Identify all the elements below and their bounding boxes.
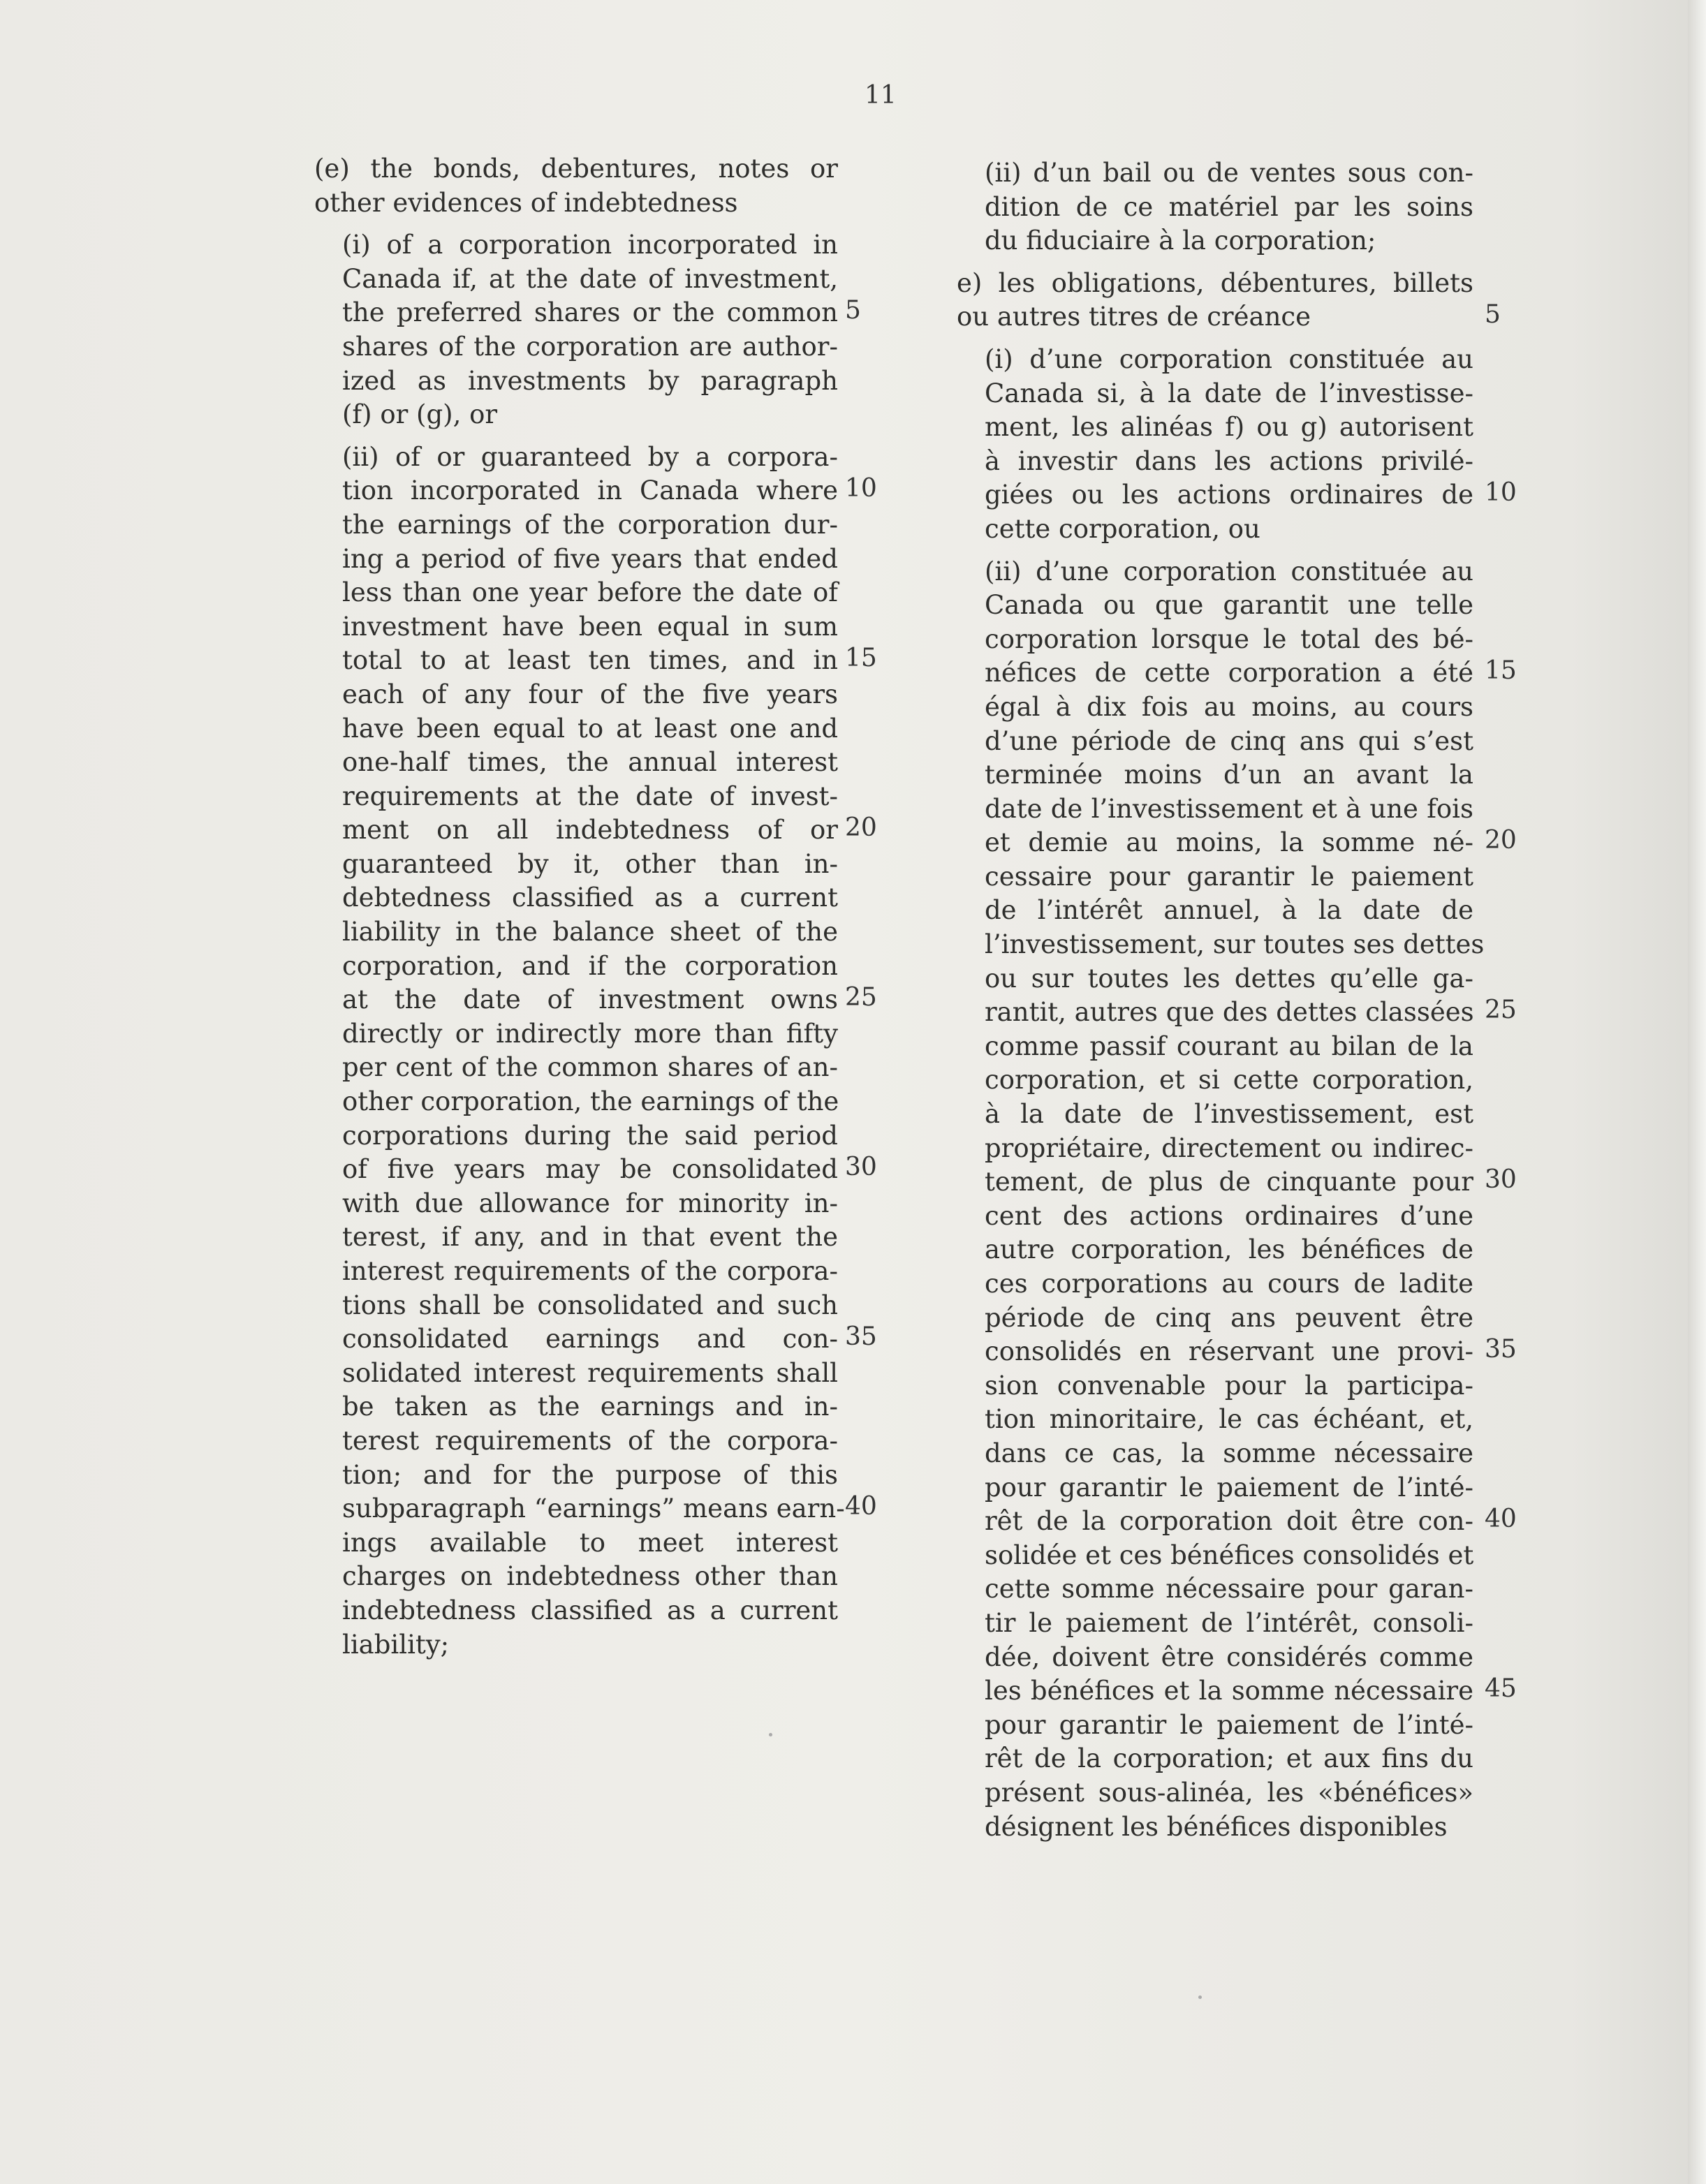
french-line-number: 10 bbox=[1485, 478, 1517, 507]
english-text-line: one-half times, the annual interest bbox=[342, 747, 838, 778]
english-text-line: ment on all indebtedness of or bbox=[342, 815, 838, 846]
french-text-line: à investir dans les actions privilé- bbox=[985, 445, 1473, 476]
french-text-line: à la date de l’investissement, est bbox=[985, 1099, 1473, 1130]
french-text-line: les bénéfices et la somme nécessaire bbox=[985, 1676, 1473, 1706]
french-text-line: dition de ce matériel par les soins bbox=[985, 191, 1473, 222]
french-paragraph bbox=[957, 555, 1485, 1845]
french-text-line: du fiduciaire à la corporation; bbox=[985, 226, 1376, 256]
english-text-line: ings available to meet interest bbox=[342, 1527, 838, 1558]
french-text-line: ou sur toutes les dettes qu’elle ga- bbox=[985, 963, 1473, 994]
french-text-line: et demie au moins, la somme né- bbox=[985, 827, 1473, 858]
english-line-number: 15 bbox=[845, 644, 877, 672]
english-paragraph bbox=[314, 441, 845, 1662]
english-text-line: consolidated earnings and con- bbox=[342, 1324, 838, 1355]
english-text-line: tion; and for the purpose of this bbox=[342, 1459, 838, 1490]
paper-speck bbox=[1198, 1995, 1202, 1999]
french-text-line: pour garantir le paiement de l’inté- bbox=[985, 1472, 1473, 1503]
english-text-line: guaranteed by it, other than in- bbox=[342, 848, 838, 879]
english-text-line: investment have been equal in sum bbox=[342, 611, 838, 642]
english-text-line: requirements at the date of invest- bbox=[342, 781, 838, 811]
french-text-line: ment, les alinéas f) ou g) autorisent bbox=[985, 412, 1473, 443]
french-text-line: date de l’investissement et à une fois bbox=[985, 793, 1473, 824]
french-text-line: désignent les bénéfices disponibles bbox=[985, 1811, 1448, 1842]
english-text-line: (i) of a corporation incorporated in bbox=[342, 230, 838, 260]
french-text-line: cette somme nécessaire pour garan- bbox=[985, 1574, 1473, 1604]
english-line-number: 35 bbox=[845, 1322, 877, 1351]
french-line-number: 35 bbox=[1485, 1335, 1517, 1364]
english-text-line: terest requirements of the corpora- bbox=[342, 1425, 838, 1456]
french-line-number: 5 bbox=[1485, 300, 1501, 329]
french-text-line: tion minoritaire, le cas échéant, et, bbox=[985, 1404, 1473, 1435]
english-text-line: subparagraph “earnings” means earn- bbox=[342, 1493, 845, 1524]
french-column bbox=[957, 156, 1485, 1844]
french-text-line: de l’intérêt annuel, à la date de bbox=[985, 895, 1473, 926]
french-text-line: e) les obligations, débentures, billets bbox=[957, 267, 1473, 298]
english-text-line: be taken as the earnings and in- bbox=[342, 1392, 838, 1422]
french-text-line: ou autres titres de créance bbox=[957, 302, 1311, 332]
english-text-line: liability; bbox=[342, 1629, 450, 1660]
english-text-line: ing a period of five years that ended bbox=[342, 543, 838, 574]
french-text-line: d’une période de cinq ans qui s’est bbox=[985, 725, 1473, 756]
english-text-line: debtedness classified as a current bbox=[342, 883, 838, 913]
french-text-line: égal à dix fois au moins, au cours bbox=[985, 691, 1473, 722]
french-text-line: giées ou les actions ordinaires de bbox=[985, 480, 1473, 510]
french-line-number: 45 bbox=[1485, 1674, 1517, 1703]
english-paragraph bbox=[314, 228, 838, 432]
english-text-line: indebtedness classified as a current bbox=[342, 1595, 838, 1625]
english-text-line: (ii) of or guaranteed by a corpora- bbox=[342, 441, 838, 472]
english-text-line: the earnings of the corporation dur- bbox=[342, 509, 838, 540]
french-text-line: terminée moins d’un an avant la bbox=[985, 760, 1473, 790]
english-text-line: with due allowance for minority in- bbox=[342, 1188, 838, 1218]
english-text-line: interest requirements of the corpora- bbox=[342, 1256, 838, 1286]
french-text-line: autre corporation, les bénéfices de bbox=[985, 1234, 1473, 1265]
english-text-line: the preferred shares or the common bbox=[342, 297, 838, 328]
french-text-line: solidée et ces bénéfices consolidés et bbox=[985, 1540, 1474, 1570]
english-line-number: 20 bbox=[845, 813, 877, 842]
english-text-line: (e) the bonds, debentures, notes or bbox=[314, 154, 838, 184]
french-text-line: Canada si, à la date de l’investisse- bbox=[985, 378, 1473, 408]
page-number: 11 bbox=[865, 81, 897, 110]
english-text-line: shares of the corporation are author- bbox=[342, 331, 838, 362]
english-text-line: per cent of the common shares of an- bbox=[342, 1052, 838, 1083]
french-text-line: propriétaire, directement ou indirec- bbox=[985, 1132, 1473, 1163]
french-text-line: pour garantir le paiement de l’inté- bbox=[985, 1709, 1473, 1740]
paper-speck bbox=[769, 1733, 772, 1736]
english-paragraph bbox=[314, 152, 838, 220]
french-text-line: sion convenable pour la participa- bbox=[985, 1370, 1473, 1401]
english-text-line: less than one year before the date of bbox=[342, 577, 838, 608]
french-text-line: dée, doivent être considérés comme bbox=[985, 1641, 1473, 1672]
french-paragraph bbox=[957, 156, 1473, 258]
english-text-line: solidated interest requirements shall bbox=[342, 1357, 838, 1388]
english-text-line: ized as investments by paragraph bbox=[342, 365, 838, 396]
english-line-number: 10 bbox=[845, 474, 877, 503]
french-text-line: Canada ou que garantit une telle bbox=[985, 590, 1473, 621]
french-line-number: 15 bbox=[1485, 656, 1517, 685]
english-text-line: tions shall be consolidated and such bbox=[342, 1290, 838, 1320]
french-text-line: présent sous-alinéa, les «bénéfices» bbox=[985, 1777, 1473, 1808]
french-text-line: période de cinq ans peuvent être bbox=[985, 1302, 1473, 1333]
english-line-number: 5 bbox=[845, 296, 861, 325]
french-text-line: l’investissement, sur toutes ses dettes bbox=[985, 929, 1485, 960]
english-text-line: corporations during the said period bbox=[342, 1120, 838, 1151]
french-line-number: 30 bbox=[1485, 1165, 1517, 1194]
french-text-line: rêt de la corporation; et aux fins du bbox=[985, 1743, 1473, 1774]
english-text-line: have been equal to at least one and bbox=[342, 713, 838, 744]
english-text-line: at the date of investment owns bbox=[342, 984, 838, 1015]
french-text-line: cent des actions ordinaires d’une bbox=[985, 1200, 1473, 1231]
english-text-line: each of any four of the five years bbox=[342, 679, 838, 709]
french-text-line: cessaire pour garantir le paiement bbox=[985, 861, 1473, 892]
english-text-line: total to at least ten times, and in bbox=[342, 645, 838, 676]
english-text-line: corporation, and if the corporation bbox=[342, 950, 838, 981]
english-text-line: liability in the balance sheet of the bbox=[342, 917, 838, 947]
french-line-number: 25 bbox=[1485, 996, 1517, 1024]
french-text-line: corporation lorsque le total des bé- bbox=[985, 624, 1473, 654]
french-text-line: tir le paiement de l’intérêt, consoli- bbox=[985, 1607, 1473, 1638]
french-text-line: ces corporations au cours de ladite bbox=[985, 1269, 1473, 1299]
english-line-number: 30 bbox=[845, 1153, 877, 1181]
english-text-line: of five years may be consolidated bbox=[342, 1154, 838, 1185]
page-edge-shadow bbox=[1688, 0, 1706, 2184]
english-text-line: charges on indebtedness other than bbox=[342, 1561, 838, 1592]
french-text-line: (ii) d’une corporation constituée au bbox=[985, 556, 1473, 586]
english-line-number: 25 bbox=[845, 983, 877, 1012]
french-text-line: comme passif courant au bilan de la bbox=[985, 1031, 1473, 1061]
french-text-line: (i) d’une corporation constituée au bbox=[985, 344, 1473, 374]
english-text-line: other corporation, the earnings of the bbox=[342, 1086, 839, 1117]
english-text-line: directly or indirectly more than fifty bbox=[342, 1018, 838, 1049]
english-text-line: Canada if, at the date of investment, bbox=[342, 263, 838, 294]
french-text-line: corporation, et si cette corporation, bbox=[985, 1065, 1473, 1095]
french-text-line: cette corporation, ou bbox=[985, 513, 1260, 544]
french-text-line: (ii) d’un bail ou de ventes sous con- bbox=[985, 158, 1473, 188]
french-text-line: consolidés en réservant une provi- bbox=[985, 1336, 1473, 1367]
french-text-line: tement, de plus de cinquante pour bbox=[985, 1167, 1473, 1197]
english-text-line: terest, if any, and in that event the bbox=[342, 1222, 838, 1253]
french-line-number: 20 bbox=[1485, 826, 1517, 855]
english-text-line: (f) or (g), or bbox=[342, 399, 498, 430]
french-paragraph bbox=[957, 267, 1473, 334]
french-text-line: néfices de cette corporation a été bbox=[985, 658, 1473, 688]
english-line-number: 40 bbox=[845, 1492, 877, 1521]
french-text-line: rêt de la corporation doit être con- bbox=[985, 1506, 1473, 1537]
french-text-line: rantit, autres que des dettes classées bbox=[985, 997, 1474, 1028]
english-column bbox=[314, 152, 845, 1662]
french-line-number: 40 bbox=[1485, 1505, 1517, 1533]
french-paragraph bbox=[957, 343, 1473, 547]
english-text-line: tion incorporated in Canada where bbox=[342, 475, 838, 506]
english-text-line: other evidences of indebtedness bbox=[314, 187, 738, 218]
french-text-line: dans ce cas, la somme nécessaire bbox=[985, 1438, 1473, 1468]
